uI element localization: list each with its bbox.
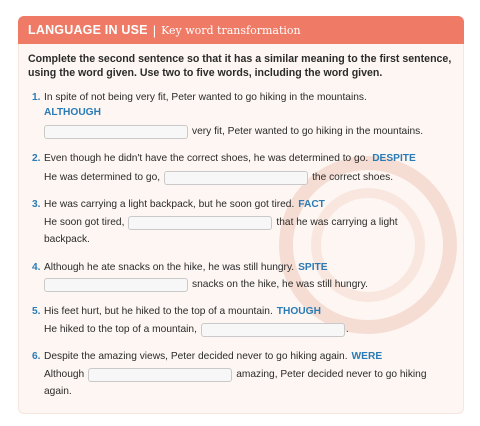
keyword: DESPITE [372, 153, 416, 164]
answer-text-after: . [345, 324, 349, 335]
instructions: Complete the second sentence so that it has a similar meaning to the first sentence, using the word given. Use two to five words, including the word given. [28, 53, 452, 79]
keyword: WERE [351, 351, 383, 362]
answer-input[interactable] [44, 278, 188, 292]
section-title: LANGUAGE IN USE [28, 23, 148, 37]
original-sentence: Although he ate snacks on the hike, he was still hungry. [44, 262, 295, 273]
answer-line [44, 368, 427, 382]
keyword: SPITE [298, 262, 328, 273]
answer-line-continued [44, 233, 90, 247]
section-subtitle: Key word transformation [161, 23, 301, 37]
answer-input[interactable] [201, 323, 345, 337]
header-separator: | [152, 22, 157, 38]
original-sentence: Despite the amazing views, Peter decided never to go hiking again. [44, 351, 348, 362]
keyword: THOUGH [276, 306, 321, 317]
answer-input[interactable] [128, 216, 272, 230]
answer-text-after: very fit, Peter wanted to go hiking in the mountains. [192, 126, 424, 137]
keyword-line [44, 106, 101, 120]
answer-input[interactable] [88, 368, 232, 382]
answer-text-after: amazing, Peter decided never to go hiking [236, 369, 427, 380]
item-sentence [44, 350, 382, 364]
item-number: 4. [32, 262, 41, 273]
item-sentence [44, 152, 416, 166]
answer-text-after-continued: backpack. [44, 234, 90, 245]
answer-text-after-continued: again. [44, 386, 72, 397]
item-sentence [44, 91, 367, 105]
answer-input[interactable] [44, 125, 188, 139]
answer-text-before: He soon got tired, [44, 217, 125, 228]
answer-line [44, 323, 349, 337]
answer-text-before: He hiked to the top of a mountain, [44, 324, 197, 335]
answer-line [44, 278, 368, 292]
answer-input[interactable] [164, 171, 308, 185]
item-number: 6. [32, 351, 41, 362]
item-number: 5. [32, 306, 41, 317]
answer-text-after: snacks on the hike, he was still hungry. [192, 279, 368, 290]
answer-text-before: Although [44, 369, 85, 380]
original-sentence: He was carrying a light backpack, but he soon got tired. [44, 199, 295, 210]
original-sentence: In spite of not being very fit, Peter wanted to go hiking in the mountains. [44, 92, 367, 103]
keyword: FACT [298, 199, 325, 210]
original-sentence: His feet hurt, but he hiked to the top of a mountain. [44, 306, 273, 317]
answer-line [44, 125, 423, 139]
section-header [18, 16, 464, 44]
answer-line [44, 216, 398, 230]
original-sentence: Even though he didn't have the correct shoes, he was determined to go. [44, 153, 369, 164]
keyword: ALTHOUGH [44, 107, 101, 118]
item-number: 2. [32, 153, 41, 164]
item-number: 1. [32, 92, 41, 103]
answer-text-before: He was determined to go, [44, 172, 161, 183]
item-sentence [44, 261, 328, 275]
answer-text-after: the correct shoes. [312, 172, 394, 183]
answer-text-after: that he was carrying a light [276, 217, 398, 228]
answer-line-continued [44, 385, 72, 399]
item-sentence [44, 198, 325, 212]
item-number: 3. [32, 199, 41, 210]
item-sentence [44, 305, 321, 319]
answer-line [44, 171, 393, 185]
